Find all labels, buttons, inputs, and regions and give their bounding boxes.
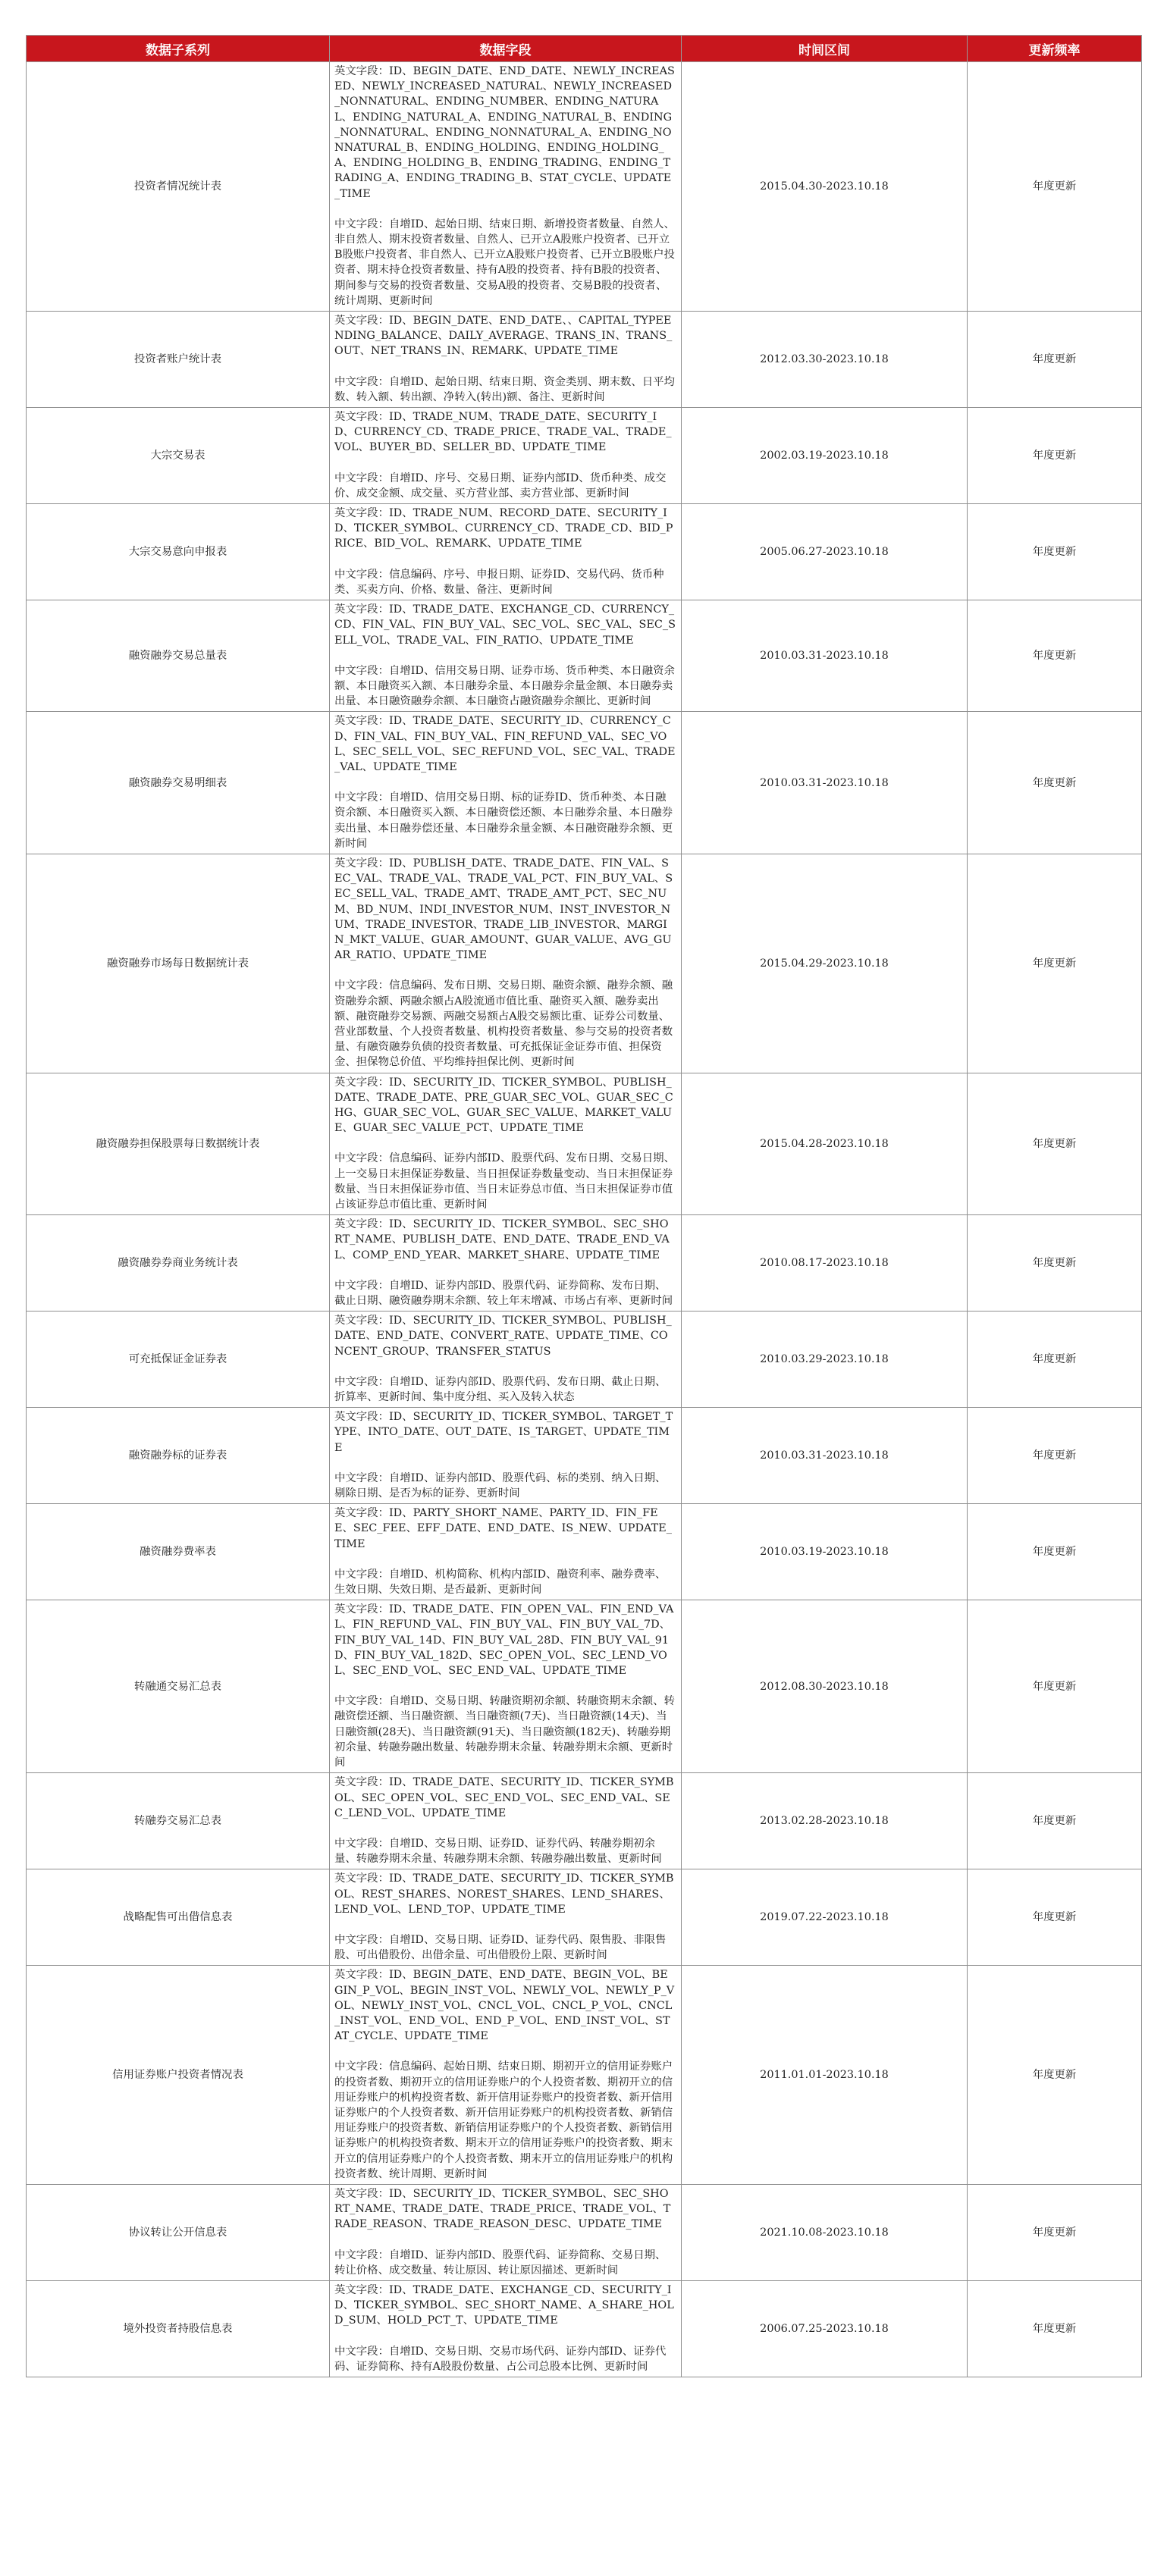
chinese-fields-text: 中文字段：自增ID、交易日期、交易市场代码、证券内部ID、证券代码、证券简称、持有A股股份数量、占公司总股本比例、更新时间 (334, 2345, 667, 2373)
update-frequency-cell: 年度更新 (968, 1600, 1142, 1773)
english-fields-text: 英文字段：ID、TRADE_NUM、TRADE_DATE、SECURITY_ID、CURRENCY_CD、TRADE_PRICE、TRADE_VAL、TRADE_VOL、BUYER_BD、SELLER_BD、UPDATE_TIME (334, 411, 672, 454)
update-frequency-cell: 年度更新 (968, 712, 1142, 854)
data-fields-cell (330, 1773, 682, 1869)
series-name-cell: 融资融券市场每日数据统计表 (27, 854, 330, 1073)
series-name-cell: 大宗交易意向申报表 (27, 504, 330, 600)
fields-spacer (334, 456, 676, 471)
fields-spacer (334, 648, 676, 663)
table-body (27, 62, 1142, 2377)
series-name-cell: 转融通交易汇总表 (27, 1600, 330, 1773)
chinese-fields-text: 中文字段：自增ID、序号、交易日期、证券内部ID、货币种类、成交价、成交金额、成交量、买方营业部、卖方营业部、更新时间 (334, 472, 667, 500)
english-fields-text: 英文字段：ID、BEGIN_DATE、END_DATE、、CAPITAL_TYPEENDING_BALANCE、DAILY_AVERAGE、TRANS_IN、TRANS_OUT、NET_TRANS_IN、REMARK、UPDATE_TIME (334, 315, 673, 358)
table-header-row (27, 36, 1142, 62)
data-fields-cell (330, 712, 682, 854)
english-fields-text: 英文字段：ID、TRADE_DATE、SECURITY_ID、TICKER_SYMBOL、SEC_OPEN_VOL、SEC_END_VOL、SEC_END_VAL、SEC_LEND_VOL、UPDATE_TIME (334, 1776, 674, 1819)
time-range-cell: 2019.07.22-2023.10.18 (682, 1869, 968, 1966)
table-row (27, 504, 1142, 600)
chinese-fields-text: 中文字段：信息编码、序号、申报日期、证券ID、交易代码、货币种类、买卖方向、价格、数量、备注、更新时间 (334, 568, 664, 596)
update-frequency-cell: 年度更新 (968, 504, 1142, 600)
fields-spacer (334, 1359, 676, 1374)
chinese-fields-text: 中文字段：信息编码、发布日期、交易日期、融资余额、融券余额、融资融券余额、两融余额占A股流通市值比重、融资买入额、融券卖出额、融资融券交易额、两融交易额占A股交易额比重、证券公司数量、营业部数量、个人投资者数量、机构投资者数量、参与交易的投资者数量、有融资融券负债的投资者数量、可充抵保证金证券市值、担保资金、担保物总价值、平均维持担保比例、更新时间 (334, 979, 673, 1069)
data-fields-cell (330, 408, 682, 504)
update-frequency-cell: 年度更新 (968, 854, 1142, 1073)
time-range-cell: 2012.08.30-2023.10.18 (682, 1600, 968, 1773)
chinese-fields-text: 中文字段：自增ID、信用交易日期、证券市场、货币种类、本日融资余额、本日融资买入额、本日融券余量、本日融券余量金额、本日融券卖出量、本日融资融券余额、本日融资占融资融券余额比、更新时间 (334, 664, 675, 708)
english-fields-text: 英文字段：ID、TRADE_DATE、FIN_OPEN_VAL、FIN_END_VAL、FIN_REFUND_VAL、FIN_BUY_VAL、FIN_BUY_VAL_7D、FIN_BUY_VAL_14D、FIN_BUY_VAL_28D、FIN_BUY_VAL_91D、FIN_BUY_VAL_182D、SEC_OPEN_VOL、SEC_LEND_VOL、SEC_END_VOL、SEC_END_VAL、UPDATE_TIME (334, 1603, 674, 1678)
chinese-fields-text: 中文字段：自增ID、证券内部ID、股票代码、证券简称、发布日期、截止日期、融资融券期末余额、较上年末增减、市场占有率、更新时间 (334, 1279, 673, 1308)
update-frequency-cell: 年度更新 (968, 2184, 1142, 2280)
series-name-cell: 融资融券费率表 (27, 1504, 330, 1600)
table-row (27, 1600, 1142, 1773)
series-name-cell: 可充抵保证金证券表 (27, 1312, 330, 1408)
table-row (27, 1773, 1142, 1869)
chinese-fields-text: 中文字段：自增ID、交易日期、证券ID、证券代码、限售股、非限售股、可出借股份、出借余量、可出借股份上限、更新时间 (334, 1933, 667, 1962)
fields-spacer (334, 1263, 676, 1278)
series-name-cell: 融资融券券商业务统计表 (27, 1215, 330, 1312)
time-range-cell: 2010.03.31-2023.10.18 (682, 712, 968, 854)
table-row (27, 2184, 1142, 2280)
series-name-cell: 协议转让公开信息表 (27, 2184, 330, 2280)
table-row (27, 1215, 1142, 1312)
time-range-cell: 2012.03.30-2023.10.18 (682, 312, 968, 408)
fields-spacer (334, 2044, 676, 2059)
chinese-fields-text: 中文字段：信息编码、证券内部ID、股票代码、发布日期、交易日期、上一交易日末担保证券数量、当日担保证券数量变动、当日末担保证券数量、当日末担保证券市值、当日末证券总市值、当日末担保证券市值占该证券总市值比重、更新时间 (334, 1152, 675, 1211)
table-row (27, 62, 1142, 312)
english-fields-text: 英文字段：ID、TRADE_DATE、SECURITY_ID、TICKER_SYMBOL、REST_SHARES、NOREST_SHARES、LEND_SHARES、LEND_VOL、LEND_TOP、UPDATE_TIME (334, 1872, 674, 1916)
time-range-cell: 2010.03.31-2023.10.18 (682, 600, 968, 712)
data-fields-cell (330, 1504, 682, 1600)
data-fields-cell (330, 312, 682, 408)
table-row (27, 1869, 1142, 1966)
english-fields-text: 英文字段：ID、SECURITY_ID、TICKER_SYMBOL、PUBLISH_DATE、END_DATE、CONVERT_RATE、UPDATE_TIME、CONCENT_GROUP、TRANSFER_STATUS (334, 1315, 672, 1358)
chinese-fields-text: 中文字段：自增ID、信用交易日期、标的证券ID、货币种类、本日融资余额、本日融资买入额、本日融资偿还额、本日融券余量、本日融券卖出量、本日融券偿还量、本日融券余量金额、本日融资融券余额、更新时间 (334, 791, 673, 850)
data-fields-cell (330, 1966, 682, 2185)
update-frequency-cell: 年度更新 (968, 1073, 1142, 1215)
series-name-cell: 大宗交易表 (27, 408, 330, 504)
fields-spacer (334, 1678, 676, 1694)
fields-spacer (334, 1552, 676, 1567)
fields-spacer (334, 552, 676, 567)
english-fields-text: 英文字段：ID、SECURITY_ID、TICKER_SYMBOL、SEC_SHORT_NAME、TRADE_DATE、TRADE_PRICE、TRADE_VOL、TRADE_REASON、TRADE_REASON_DESC、UPDATE_TIME (334, 2187, 671, 2231)
english-fields-text: 英文字段：ID、SECURITY_ID、TICKER_SYMBOL、PUBLISH_DATE、TRADE_DATE、PRE_GUAR_SEC_VOL、GUAR_SEC_CHG、GUAR_SEC_VOL、GUAR_SEC_VALUE、MARKET_VALUE、GUAR_SEC_VALUE_PCT、UPDATE_TIME (334, 1076, 673, 1135)
data-fields-cell (330, 504, 682, 600)
time-range-cell: 2005.06.27-2023.10.18 (682, 504, 968, 600)
series-name-cell: 投资者情况统计表 (27, 62, 330, 312)
fields-spacer (334, 775, 676, 790)
fields-spacer (334, 1821, 676, 1836)
table-row (27, 854, 1142, 1073)
time-range-cell: 2015.04.28-2023.10.18 (682, 1073, 968, 1215)
fields-spacer (334, 1136, 676, 1151)
update-frequency-cell: 年度更新 (968, 1773, 1142, 1869)
update-frequency-cell: 年度更新 (968, 312, 1142, 408)
header-time-range: 时间区间 (682, 36, 968, 62)
chinese-fields-text: 中文字段：自增ID、起始日期、结束日期、资金类别、期末数、日平均数、转入额、转出额、净转入(转出)额、备注、更新时间 (334, 375, 675, 403)
update-frequency-cell: 年度更新 (968, 1869, 1142, 1966)
time-range-cell: 2006.07.25-2023.10.18 (682, 2280, 968, 2377)
fields-spacer (334, 359, 676, 374)
series-name-cell: 境外投资者持股信息表 (27, 2280, 330, 2377)
table-row (27, 712, 1142, 854)
english-fields-text: 英文字段：ID、BEGIN_DATE、END_DATE、BEGIN_VOL、BEGIN_P_VOL、BEGIN_INST_VOL、NEWLY_VOL、NEWLY_P_VOL、NEWLY_INST_VOL、CNCL_VOL、CNCL_P_VOL、CNCL_INST_VOL、END_VOL、END_P_VOL、END_INST_VOL、STAT_CYCLE、UPDATE_TIME (334, 1969, 675, 2043)
time-range-cell: 2002.03.19-2023.10.18 (682, 408, 968, 504)
fields-spacer (334, 202, 676, 217)
data-fields-cell (330, 854, 682, 1073)
series-name-cell: 融资融券标的证券表 (27, 1408, 330, 1504)
time-range-cell: 2010.03.19-2023.10.18 (682, 1504, 968, 1600)
data-fields-cell (330, 1869, 682, 1966)
table-row (27, 600, 1142, 712)
series-name-cell: 转融券交易汇总表 (27, 1773, 330, 1869)
chinese-fields-text: 中文字段：自增ID、交易日期、证券ID、证券代码、转融券期初余量、转融券期末余量、转融券期末余额、转融券融出数量、更新时间 (334, 1837, 662, 1866)
update-frequency-cell: 年度更新 (968, 62, 1142, 312)
series-name-cell: 战略配售可出借信息表 (27, 1869, 330, 1966)
header-series-name: 数据子系列 (27, 36, 330, 62)
fields-spacer (334, 2233, 676, 2248)
table-row (27, 2280, 1142, 2377)
update-frequency-cell: 年度更新 (968, 1966, 1142, 2185)
table-row (27, 1073, 1142, 1215)
english-fields-text: 英文字段：ID、PUBLISH_DATE、TRADE_DATE、FIN_VAL、SEC_VAL、TRADE_VAL、TRADE_VAL_PCT、FIN_BUY_VAL、SEC_SELL_VAL、TRADE_AMT、TRADE_AMT_PCT、SEC_NUM、BD_NUM、INDI_INVESTOR_NUM、INST_INVESTOR_NUM、TRADE_INVESTOR、TRADE_LIB_INVESTOR、MARGIN_MKT_VALUE、GUAR_AMOUNT、GUAR_VALUE、AVG_GUAR_RATIO、UPDATE_TIME (334, 857, 673, 962)
table-row (27, 1504, 1142, 1600)
header-update-frequency: 更新频率 (968, 36, 1142, 62)
data-series-table (26, 35, 1142, 2377)
data-fields-cell (330, 2184, 682, 2280)
english-fields-text: 英文字段：ID、SECURITY_ID、TICKER_SYMBOL、TARGET_TYPE、INTO_DATE、OUT_DATE、IS_TARGET、UPDATE_TIME (334, 1411, 673, 1454)
chinese-fields-text: 中文字段：自增ID、证券内部ID、股票代码、证券简称、交易日期、转让价格、成交数量、转让原因、转让原因描述、更新时间 (334, 2249, 667, 2277)
data-fields-cell (330, 1312, 682, 1408)
series-name-cell: 融资融券交易总量表 (27, 600, 330, 712)
table-row (27, 408, 1142, 504)
chinese-fields-text: 中文字段：自增ID、证券内部ID、股票代码、发布日期、截止日期、折算率、更新时间、集中度分组、买入及转入状态 (334, 1375, 667, 1404)
fields-spacer (334, 1456, 676, 1471)
chinese-fields-text: 中文字段：信息编码、起始日期、结束日期、期初开立的信用证券账户的投资者数、期初开立的信用证券账户的个人投资者数、期初开立的信用证券账户的机构投资者数、新开信用证券账户的投资者数、新开信用证券账户的个人投资者数、新开信用证券账户的机构投资者数、新销信用证券账户的投资者数、新销信用证券账户的个人投资者数、新销信用证券账户的机构投资者数、期末开立的信用证券账户的投资者数、期末开立的信用证券账户的个人投资者数、期末开立的信用证券账户的机构投资者数、统计周期、更新时间 (334, 2060, 673, 2180)
update-frequency-cell: 年度更新 (968, 1504, 1142, 1600)
table-row (27, 312, 1142, 408)
english-fields-text: 英文字段：ID、TRADE_DATE、EXCHANGE_CD、SECURITY_ID、TICKER_SYMBOL、SEC_SHORT_NAME、A_SHARE_HOLD_SUM、HOLD_PCT_T、UPDATE_TIME (334, 2283, 674, 2327)
fields-spacer (334, 1917, 676, 1932)
time-range-cell: 2015.04.29-2023.10.18 (682, 854, 968, 1073)
english-fields-text: 英文字段：ID、BEGIN_DATE、END_DATE、NEWLY_INCREASED、NEWLY_INCREASED_NATURAL、NEWLY_INCREASED_NONNATURAL、ENDING_NUMBER、ENDING_NATURAL、ENDING_NATURAL_A、ENDING_NATURAL_B、ENDING_NONNATURAL、ENDING_NONNATURAL_A、ENDING_NONNATURAL_B、ENDING_HOLDING、ENDING_HOLDING_A、ENDING_HOLDING_B、ENDING_TRADING、ENDING_TRADING_A、ENDING_TRADING_B、STAT_CYCLE、UPDATE_TIME (334, 65, 675, 200)
update-frequency-cell: 年度更新 (968, 1215, 1142, 1312)
time-range-cell: 2010.08.17-2023.10.18 (682, 1215, 968, 1312)
data-fields-cell (330, 600, 682, 712)
fields-spacer (334, 2329, 676, 2344)
english-fields-text: 英文字段：ID、PARTY_SHORT_NAME、PARTY_ID、FIN_FEE、SEC_FEE、EFF_DATE、END_DATE、IS_NEW、UPDATE_TIME (334, 1507, 672, 1550)
data-fields-cell (330, 1215, 682, 1312)
series-name-cell: 融资融券担保股票每日数据统计表 (27, 1073, 330, 1215)
series-name-cell: 投资者账户统计表 (27, 312, 330, 408)
update-frequency-cell: 年度更新 (968, 1408, 1142, 1504)
data-fields-cell (330, 2280, 682, 2377)
time-range-cell: 2021.10.08-2023.10.18 (682, 2184, 968, 2280)
chinese-fields-text: 中文字段：自增ID、交易日期、转融资期初余额、转融资期末余额、转融资偿还额、当日融资额、当日融资额(7天)、当日融资额(14天)、当日融资额(28天)、当日融资额(91天)、当日融资额(182天)、转融券期初余量、转融券融出数量、转融券期末余量、转融券期末余额、更新时间 (334, 1695, 675, 1769)
chinese-fields-text: 中文字段：自增ID、起始日期、结束日期、新增投资者数量、自然人、非自然人、期末投资者数量、自然人、已开立A股账户投资者、已开立B股账户投资者、非自然人、已开立A股账户投资者、已开立B股账户投资者、期末持仓投资者数量、持有A股的投资者、持有B股的投资者、期间参与交易的投资者数量、交易A股的投资者、交易B股的投资者、统计周期、更新时间 (334, 218, 675, 307)
table-row (27, 1408, 1142, 1504)
table-row (27, 1966, 1142, 2185)
time-range-cell: 2015.04.30-2023.10.18 (682, 62, 968, 312)
english-fields-text: 英文字段：ID、SECURITY_ID、TICKER_SYMBOL、SEC_SHORT_NAME、PUBLISH_DATE、END_DATE、TRADE_END_VAL、COMP_END_YEAR、MARKET_SHARE、UPDATE_TIME (334, 1218, 670, 1261)
update-frequency-cell: 年度更新 (968, 2280, 1142, 2377)
chinese-fields-text: 中文字段：自增ID、机构简称、机构内部ID、融资利率、融券费率、生效日期、失效日期、是否最新、更新时间 (334, 1568, 667, 1597)
header-data-fields: 数据字段 (330, 36, 682, 62)
table-row (27, 1312, 1142, 1408)
fields-spacer (334, 963, 676, 978)
english-fields-text: 英文字段：ID、TRADE_NUM、RECORD_DATE、SECURITY_ID、TICKER_SYMBOL、CURRENCY_CD、TRADE_CD、BID_PRICE、BID_VOL、REMARK、UPDATE_TIME (334, 507, 673, 550)
series-name-cell: 信用证券账户投资者情况表 (27, 1966, 330, 2185)
english-fields-text: 英文字段：ID、TRADE_DATE、EXCHANGE_CD、CURRENCY_CD、FIN_VAL、FIN_BUY_VAL、SEC_VOL、SEC_VAL、SEC_SELL_VOL、TRADE_VAL、FIN_RATIO、UPDATE_TIME (334, 603, 676, 647)
series-name-cell: 融资融券交易明细表 (27, 712, 330, 854)
update-frequency-cell: 年度更新 (968, 600, 1142, 712)
data-fields-cell (330, 1600, 682, 1773)
time-range-cell: 2013.02.28-2023.10.18 (682, 1773, 968, 1869)
update-frequency-cell: 年度更新 (968, 1312, 1142, 1408)
time-range-cell: 2011.01.01-2023.10.18 (682, 1966, 968, 2185)
chinese-fields-text: 中文字段：自增ID、证券内部ID、股票代码、标的类别、纳入日期、剔除日期、是否为标的证券、更新时间 (334, 1471, 667, 1500)
update-frequency-cell: 年度更新 (968, 408, 1142, 504)
data-fields-cell (330, 62, 682, 312)
data-fields-cell (330, 1073, 682, 1215)
time-range-cell: 2010.03.29-2023.10.18 (682, 1312, 968, 1408)
english-fields-text: 英文字段：ID、TRADE_DATE、SECURITY_ID、CURRENCY_CD、FIN_VAL、FIN_BUY_VAL、FIN_REFUND_VAL、SEC_VOL、SEC_SELL_VOL、SEC_REFUND_VOL、SEC_VAL、TRADE_VAL、UPDATE_TIME (334, 715, 676, 773)
data-fields-cell (330, 1408, 682, 1504)
time-range-cell: 2010.03.31-2023.10.18 (682, 1408, 968, 1504)
